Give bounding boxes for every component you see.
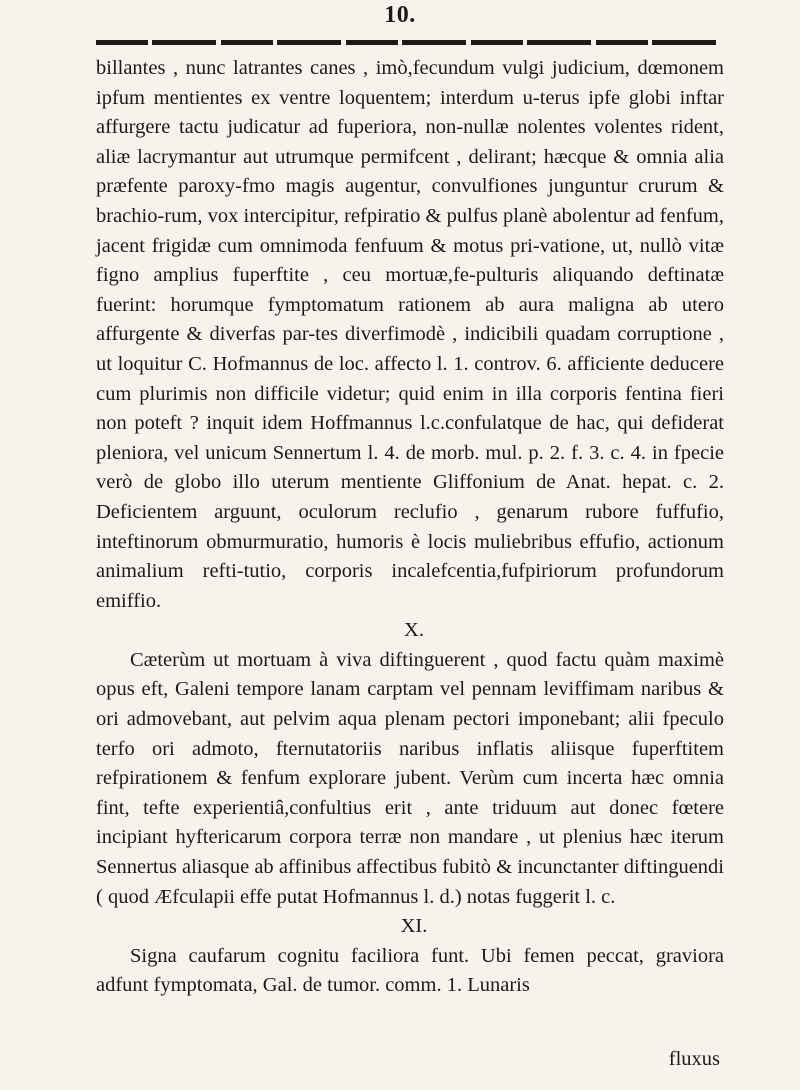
paragraph-2: Cæterùm ut mortuam à viva diftinguerent , quod factu quàm maximè opus eft, Galeni tempore lanam carptam vel pennam leviffimam naribus & ori admovebant, aut pelvim aqua plenam pectori imponebant; alii fpeculo terfo ori admoto, fternutatoriis naribus inflatis aliisque fuperftitem refpirationem & fenfum explorare jubent. Verùm cum incerta hæc omnia fint, tefte experientiâ,confultius erit , ante triduum aut donec fœtere incipiant hyftericarum corpora terræ non mandare , ut plenius hæc iterum Sennertus aliasque ab affinibus affectibus fubitò & incunctanter diftinguendi ( quod Æfculapii effe putat Hofmannus l. d.) notas fuggerit l. c. (96, 648, 724, 908)
paragraph-3: Signa caufarum cognitu faciliora funt. Ubi femen peccat, graviora adfunt fymptomata, Gal. de tumor. comm. 1. Lunaris (96, 944, 724, 997)
body-text (96, 54, 724, 1001)
section-number-xi: XI. (400, 915, 428, 938)
catchword: fluxus (668, 1048, 720, 1070)
section-number-x: X. (404, 619, 424, 642)
page-number: 10. (384, 2, 416, 28)
header-rule (96, 40, 720, 45)
paragraph-1: billantes , nunc latrantes canes , imò,fecundum vulgi judicium, dœmonem ipfum mentientes ex ventre loquentem; interdum u-terus ipfe globi inftar affurgere tactu judicatur ad fuperiora, non-nullæ nolentes volentes rident, aliæ lacrymantur aut utrumque permifcent , delirant; hæcque & omnia alia præfente paroxy-fmo magis augentur, convulfiones junguntur crurum & brachio-rum, vox intercipitur, refpiratio & pulfus planè abolentur ad fenfum, jacent frigidæ cum omnimoda fenfuum & motus pri-vatione, ut, nullò vitæ figno amplius fuperftite , ceu mortuæ,fe-pulturis aliquando deftinatæ fuerint: horumque fymptomatum rationem ab aura maligna ab utero affurgente & diverfas par-tes diverfimodè , indicibili quadam corruptione , ut loquitur C. Hofmannus de loc. affecto l. 1. controv. 6. afficiente deducere cum plurimis non difficile videtur; quid enim in illa corporis fentina fieri non poteft ? inquit idem Hoffmannus l.c.confulatque de hac, qui defiderat pleniora, vel unicum Sennertum l. 4. de morb. mul. p. 2. f. 3. c. 4. in fpecie verò de globo illo uterum mentiente Gliffonium de Anat. hepat. c. 2. Deficientem arguunt, oculorum reclufio , genarum rubore fuffufio, inteftinorum obmurmuratio, humoris è locis muliebribus effufio, actionum animalium refti-tutio, corporis incalefcentia,fufpiriorum profundorum emiffio. (96, 57, 724, 612)
